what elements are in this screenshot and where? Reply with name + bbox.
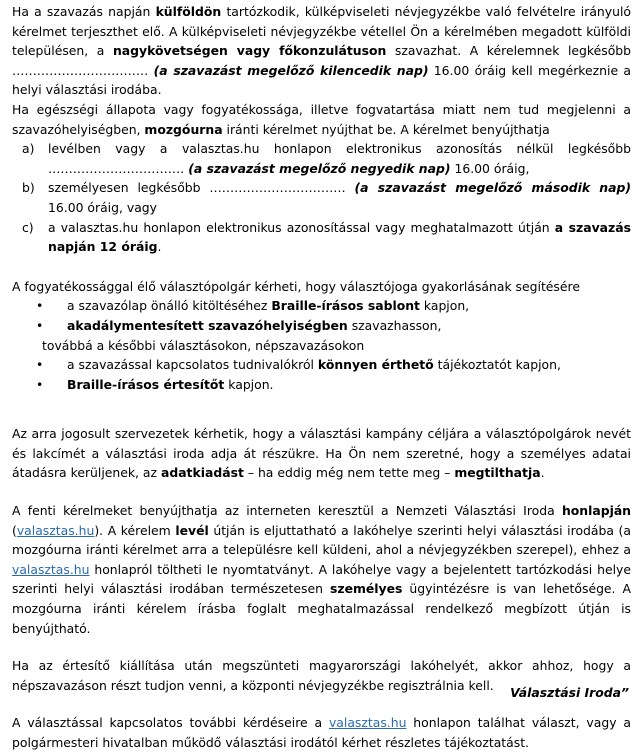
valasztas-link[interactable]: valasztas.hu — [328, 715, 407, 731]
bold-text: Braille-írásos sablont — [271, 298, 420, 314]
deadline-text: (a szavazást megelőző kilencedik nap) — [153, 62, 429, 78]
text: . — [157, 239, 162, 255]
bold-text: megtilthatja — [454, 465, 541, 481]
bold-text: adatkiadást — [160, 465, 244, 481]
bullet-icon: • — [36, 357, 44, 373]
paragraph-registration: Ha az értesítő kiállítása után megszünteti magyarországi lakóhelyét, akkor ahhoz, hogy a népszavazáson részt tudjon venni, a központi névjegyzékbe regisztrálnia kell. — [12, 658, 631, 693]
text: szavazhat. A kérelemnek legkésőbb …………………………… — [12, 43, 632, 78]
disability-options-list — [12, 296, 631, 335]
bold-text: nagykövetségen vagy főkonzulátuson — [112, 43, 387, 59]
text: honlapon találhat választ, vagy a polgármesteri hivatalban működő választási irodától kérhet részletes tájékoztatást. — [12, 715, 632, 750]
bullet-item — [12, 375, 631, 395]
text: levélben vagy a valasztas.hu honlapon elektronikus azonosítás nélkül legkésőbb …………………………… — [48, 141, 631, 176]
bullet-icon: • — [36, 317, 44, 333]
bold-text: Braille-írásos értesítőt — [67, 376, 225, 392]
signature: Választási Iroda” — [510, 685, 629, 700]
text: honlapról töltheti le nyomtatványt. A lakóhelye vagy a bejelentett tartózkodási helye szerinti helyi választási irodában természetesen — [12, 561, 631, 597]
plain-line: továbbá a későbbi választásokon, népszavazásokon — [42, 337, 365, 353]
text: iránti kérelmet nyújthat be. A kérelmet benyújthatja — [222, 121, 550, 137]
deadline-text: (a szavazást megelőző második nap) — [354, 180, 631, 196]
text: tájékoztatót kapjon, — [433, 357, 561, 373]
bold-text: levél — [175, 522, 209, 538]
list-marker: c) — [22, 219, 34, 235]
paragraph-abroad-voting — [12, 2, 631, 100]
text: kapjon. — [224, 376, 274, 392]
list-item-b — [12, 178, 631, 217]
text: Ha egészségi állapota vagy fogyatékossága, illetve fogvatartása miatt nem tud megjelenni a szavazóhelyiségben, — [12, 101, 631, 137]
text: . — [540, 465, 545, 481]
text: kapjon, — [419, 298, 470, 314]
text: a szavazással kapcsolatos tudnivalókról — [67, 357, 318, 373]
bold-text: személyes — [329, 581, 403, 597]
bold-text: akadálymentesített szavazóhelyiségben — [67, 317, 348, 333]
bold-text: honlapján — [561, 503, 631, 519]
text: Ha a szavazás napján — [12, 4, 156, 19]
text: ( — [12, 522, 17, 538]
deadline-text: (a szavazást megelőző negyedik nap) — [188, 160, 451, 176]
bullet-item — [12, 355, 631, 375]
text: 16.00 óráig kell megérkeznie a helyi választási irodába. — [12, 62, 631, 98]
valasztas-link[interactable]: valasztas.hu — [12, 561, 90, 577]
text: A választással kapcsolatos további kérdéseire a — [12, 715, 329, 731]
text: tartózkodik, külképviseleti névjegyzékbe való felvételre irányuló kérelmet terjeszthet elő. A külképviseleti névjegyzékbe vétellel Ön a kérelmében megadott külföldi településen, a — [12, 4, 631, 59]
bullet-item — [12, 316, 631, 336]
text: ügyintézésre is van lehetősége. A mozgóurna iránti kérelem írásba foglalt meghatalmazással rendelkező megbízott útján is benyújtható. — [12, 581, 631, 636]
paragraph-further-questions — [12, 713, 631, 752]
list-item-c — [12, 218, 631, 257]
bold-text: könnyen érthető — [317, 357, 434, 373]
list-marker: a) — [22, 141, 35, 157]
text: ). A kérelem — [94, 522, 176, 538]
bullet-item — [12, 296, 631, 316]
text: 16.00 óráig, vagy — [48, 199, 157, 215]
valasztas-link[interactable]: valasztas.hu — [16, 522, 95, 538]
list-item-a — [12, 139, 631, 178]
submission-options-list — [12, 139, 631, 257]
text: A fenti kérelmeket benyújthatja az interneten keresztül a Nemzeti Választási Iroda — [12, 503, 562, 519]
bold-text: mozgóurna — [144, 121, 223, 137]
paragraph-mobile-ballot-box — [12, 100, 631, 139]
text: szavazhasson, — [347, 317, 442, 333]
text: a valasztas.hu honlapon elektronikus azonosítással vagy meghatalmazott útján — [48, 219, 555, 235]
text: – ha eddig még nem tette meg – — [243, 465, 455, 481]
disability-options-list-2 — [12, 355, 631, 394]
bold-text: a szavazás napján 12 óráig — [48, 219, 631, 255]
bold-text: külföldön — [155, 4, 222, 19]
bullet-icon: • — [36, 376, 44, 392]
paragraph-disability: A fogyatékossággal élő választópolgár kérheti, hogy választójoga gyakorlásának segítésére — [12, 278, 580, 294]
document-body — [12, 2, 631, 753]
text: útján is eljuttatható a lakóhelye szerinti helyi választási irodába (a mozgóurna iránti kérelmet arra a településre kell küldeni, ahol a névjegyzékben szerepel), ehhez a — [12, 522, 631, 558]
bullet-icon: • — [36, 298, 44, 314]
paragraph-submission-channels — [12, 501, 631, 638]
text: Az arra jogosult szervezetek kérhetik, hogy a választási kampány céljára a választópolgárok nevét és lakcímét a választási iroda adja át részükre. Ha Ön nem szeretné, hogy a személyes adatai átadásra kerüljenek, az — [12, 426, 631, 481]
text: a szavazólap önálló kitöltéséhez — [67, 298, 272, 314]
paragraph-data-disclosure — [12, 424, 631, 483]
list-marker: b) — [22, 180, 35, 196]
text: 16.00 óráig, — [450, 160, 530, 176]
text: személyesen legkésőbb …………………………… — [48, 180, 355, 196]
